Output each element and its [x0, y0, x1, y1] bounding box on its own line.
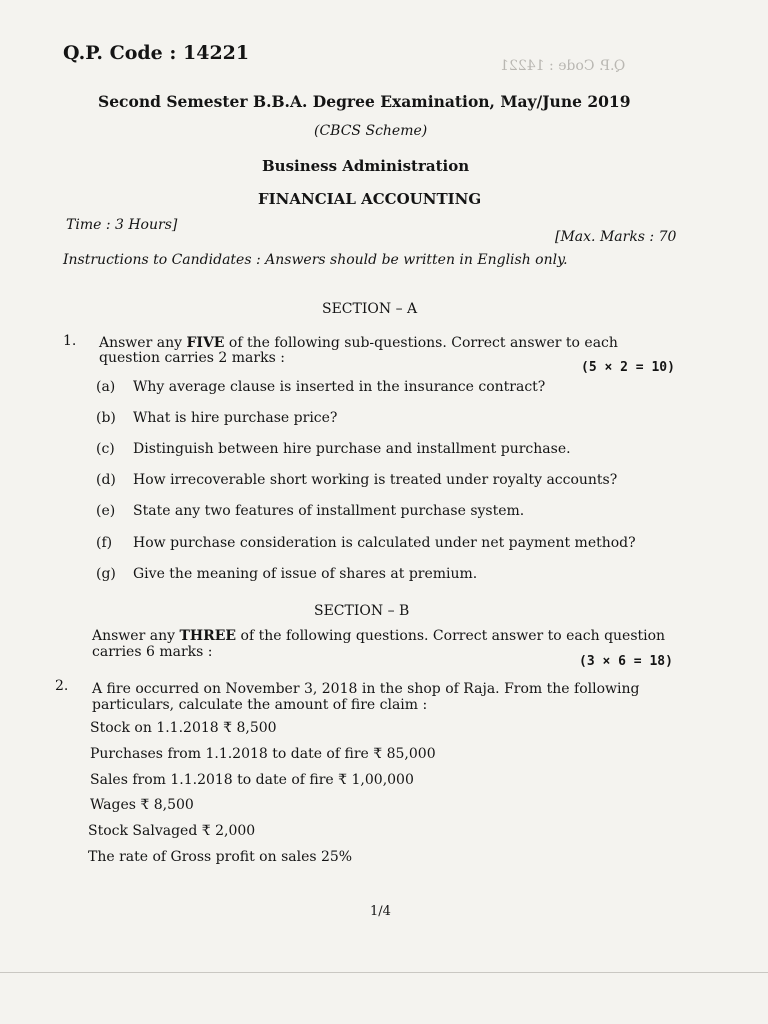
section-b-heading: SECTION – B	[314, 603, 410, 619]
question-2-text-line2: particulars, calculate the amount of fire claim :	[92, 697, 428, 713]
sub-question	[96, 535, 636, 551]
particular-item: Sales from 1.1.2018 to date of fire ₹ 1,00,000	[90, 772, 414, 788]
sub-question	[96, 566, 478, 582]
sub-question	[96, 379, 546, 395]
question-1-text	[99, 335, 618, 351]
question-number: 1.	[63, 333, 77, 349]
section-a-score: (5 × 2 = 10)	[581, 360, 675, 375]
sub-question	[96, 441, 571, 457]
question-2-text: A fire occurred on November 3, 2018 in the shop of Raja. From the following	[92, 681, 640, 697]
sub-question-text: Give the meaning of issue of shares at premium.	[133, 566, 478, 582]
sub-question	[96, 410, 338, 426]
sub-question-text: What is hire purchase price?	[133, 410, 338, 426]
sub-question	[96, 503, 525, 519]
sub-question-text: How purchase consideration is calculated under net payment method?	[133, 535, 636, 551]
qp-code: Q.P. Code : 14221	[63, 42, 250, 64]
time-allowed: Time : 3 Hours]	[66, 217, 178, 233]
sub-question-text: Distinguish between hire purchase and installment purchase.	[133, 441, 571, 457]
particular-item: Wages ₹ 8,500	[90, 797, 194, 813]
scan-edge-divider	[0, 972, 768, 973]
sub-question-label: (b)	[96, 410, 116, 426]
section-b-instruction-post: of the following questions. Correct answer to each question	[236, 628, 666, 644]
subject: Business Administration	[262, 157, 470, 175]
sub-question-text: Why average clause is inserted in the insurance contract?	[133, 379, 546, 395]
sub-question-label: (e)	[96, 503, 116, 519]
sub-question-label: (a)	[96, 379, 116, 395]
sub-question	[96, 472, 618, 488]
instructions: Instructions to Candidates : Answers should be written in English only.	[63, 252, 568, 268]
sub-question-text: How irrecoverable short working is treated under royalty accounts?	[133, 472, 618, 488]
sub-question-label: (c)	[96, 441, 115, 457]
section-b-instruction	[92, 628, 665, 644]
sub-question-label: (f)	[96, 535, 113, 551]
section-b-instruction-line2: carries 6 marks :	[92, 644, 213, 660]
paper-title: FINANCIAL ACCOUNTING	[258, 190, 482, 208]
max-marks: [Max. Marks : 70	[555, 229, 677, 245]
question-number: 2.	[55, 678, 69, 694]
scheme: (CBCS Scheme)	[314, 123, 428, 139]
page-number: 1/4	[370, 904, 391, 919]
section-b-emphasis: THREE	[179, 628, 237, 644]
exam-title: Second Semester B.B.A. Degree Examination, May/June 2019	[98, 92, 631, 111]
section-b-instruction-pre: Answer any	[92, 628, 180, 644]
particular-item: Purchases from 1.1.2018 to date of fire ₹ 85,000	[90, 746, 436, 762]
question-1-text-pre: Answer any	[99, 335, 187, 351]
sub-question-text: State any two features of installment purchase system.	[133, 503, 525, 519]
section-b-score: (3 × 6 = 18)	[579, 654, 673, 669]
question-1-text-line2: question carries 2 marks :	[99, 350, 285, 366]
question-1-text-post: of the following sub-questions. Correct answer to each	[224, 335, 618, 351]
particular-item: Stock Salvaged ₹ 2,000	[88, 823, 256, 839]
particular-item: The rate of Gross profit on sales 25%	[88, 849, 353, 865]
sub-question-label: (d)	[96, 472, 116, 488]
sub-question-label: (g)	[96, 566, 116, 582]
particular-item: Stock on 1.1.2018 ₹ 8,500	[90, 720, 277, 736]
section-a-heading: SECTION – A	[322, 301, 418, 317]
question-1-emphasis: FIVE	[186, 335, 225, 351]
show-through-text: Q.P. Code : 14221	[500, 58, 626, 74]
